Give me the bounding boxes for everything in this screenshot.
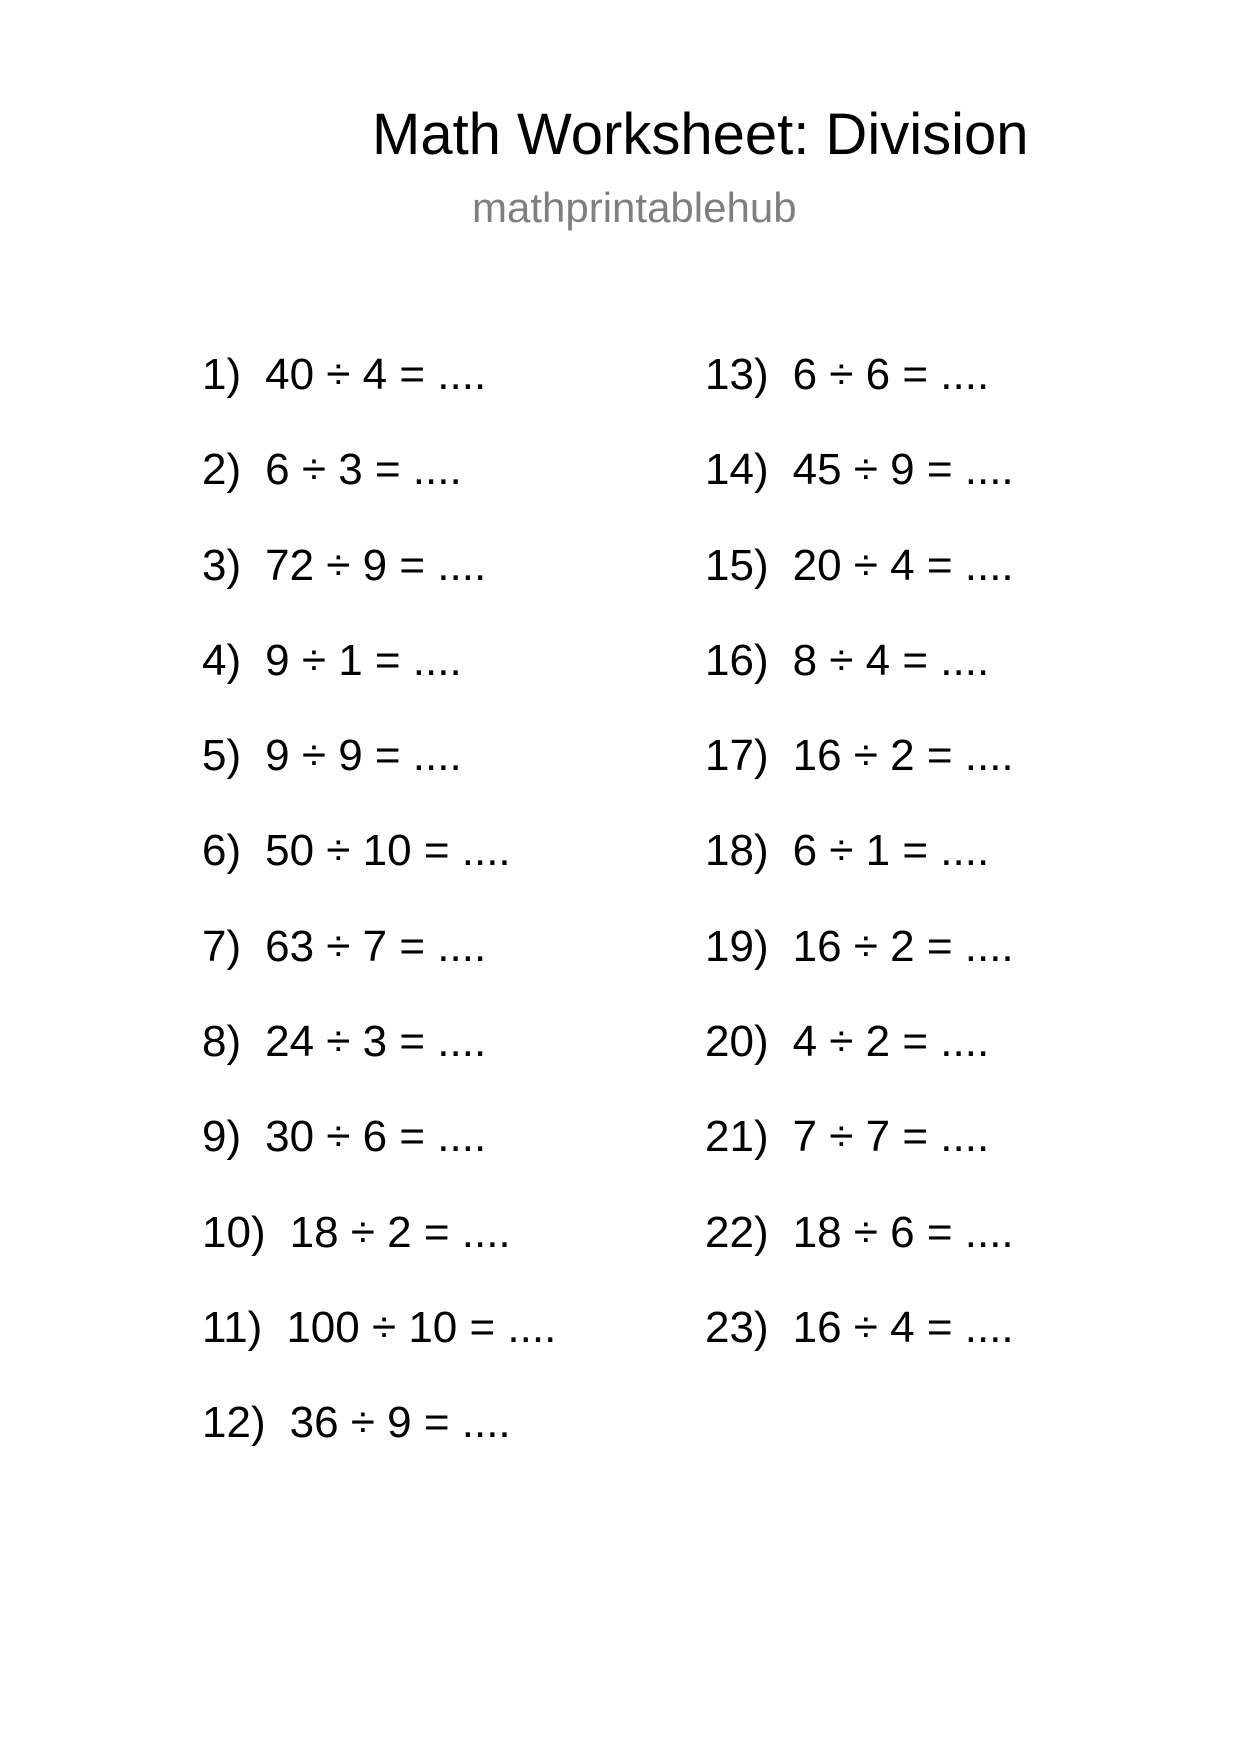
problem-expression: 9 ÷ 1 = .... [265,635,462,685]
problem-number: 6) [202,826,242,876]
problem-item [705,1109,1014,1204]
problem-item [705,1300,1014,1395]
problem-item [202,919,556,1014]
page-subtitle: mathprintablehub [472,184,797,231]
problem-expression: 6 ÷ 3 = .... [265,445,462,495]
problem-item [705,538,1014,633]
problem-item [202,538,556,633]
problem-number: 5) [202,731,242,781]
problem-expression: 45 ÷ 9 = .... [792,445,1014,495]
problem-item [202,633,556,728]
problem-number: 11) [202,1302,263,1352]
problem-expression: 6 ÷ 1 = .... [792,826,990,876]
problem-expression: 9 ÷ 9 = .... [265,731,462,781]
problem-expression: 50 ÷ 10 = .... [265,826,511,876]
problem-number: 8) [202,1017,242,1067]
problem-expression: 40 ÷ 4 = .... [265,350,487,399]
problem-expression: 63 ÷ 7 = .... [265,921,487,971]
problem-number: 7) [202,921,242,971]
problem-number: 23) [705,1302,769,1352]
problem-number: 3) [202,540,242,590]
problem-expression: 100 ÷ 10 = .... [286,1302,557,1352]
problem-number: 14) [705,445,769,495]
problem-expression: 72 ÷ 9 = .... [265,540,487,590]
problem-number: 17) [705,731,769,781]
problem-number: 16) [705,635,769,685]
problem-expression: 4 ÷ 2 = .... [792,1017,990,1067]
problem-item [705,728,1014,823]
problem-item [705,442,1014,537]
problem-item [705,633,1014,728]
problem-item [202,347,556,442]
problem-expression: 20 ÷ 4 = .... [792,540,1014,590]
problem-item [202,1300,556,1395]
problem-expression: 16 ÷ 2 = .... [792,921,1014,971]
problem-expression: 30 ÷ 6 = .... [265,1112,487,1162]
problem-number: 20) [705,1017,769,1067]
problem-item [705,1205,1014,1300]
problem-item [705,823,1014,918]
problem-expression: 18 ÷ 2 = .... [289,1207,511,1257]
problem-item [202,1109,556,1204]
problem-item [202,1395,556,1490]
problem-item [202,1014,556,1109]
page-title: Math Worksheet: Division [372,102,1029,167]
problem-number: 19) [705,921,769,971]
problem-column-right [705,347,1014,1395]
problem-item [705,347,1014,442]
problem-number: 21) [705,1112,769,1162]
problem-column-left [202,347,556,1491]
problem-number: 2) [202,445,242,495]
problem-number: 9) [202,1112,242,1162]
problem-number: 22) [705,1207,769,1257]
problem-expression: 7 ÷ 7 = .... [792,1112,990,1162]
problem-expression: 6 ÷ 6 = .... [792,350,990,399]
problem-number: 10) [202,1207,266,1257]
problem-number: 18) [705,826,769,876]
problem-number: 13) [705,350,769,399]
problem-number: 12) [202,1398,266,1448]
problem-number: 4) [202,635,242,685]
problem-expression: 24 ÷ 3 = .... [265,1017,487,1067]
problem-item [202,442,556,537]
problem-expression: 18 ÷ 6 = .... [792,1207,1014,1257]
problem-item [705,1014,1014,1109]
problem-expression: 36 ÷ 9 = .... [289,1398,511,1448]
problem-number: 1) [202,350,242,399]
problem-item [202,1205,556,1300]
problem-expression: 16 ÷ 4 = .... [792,1302,1014,1352]
problem-item [202,728,556,823]
problem-item [705,919,1014,1014]
problem-expression: 16 ÷ 2 = .... [792,731,1014,781]
problem-number: 15) [705,540,769,590]
problem-expression: 8 ÷ 4 = .... [792,635,990,685]
problem-item [202,823,556,918]
